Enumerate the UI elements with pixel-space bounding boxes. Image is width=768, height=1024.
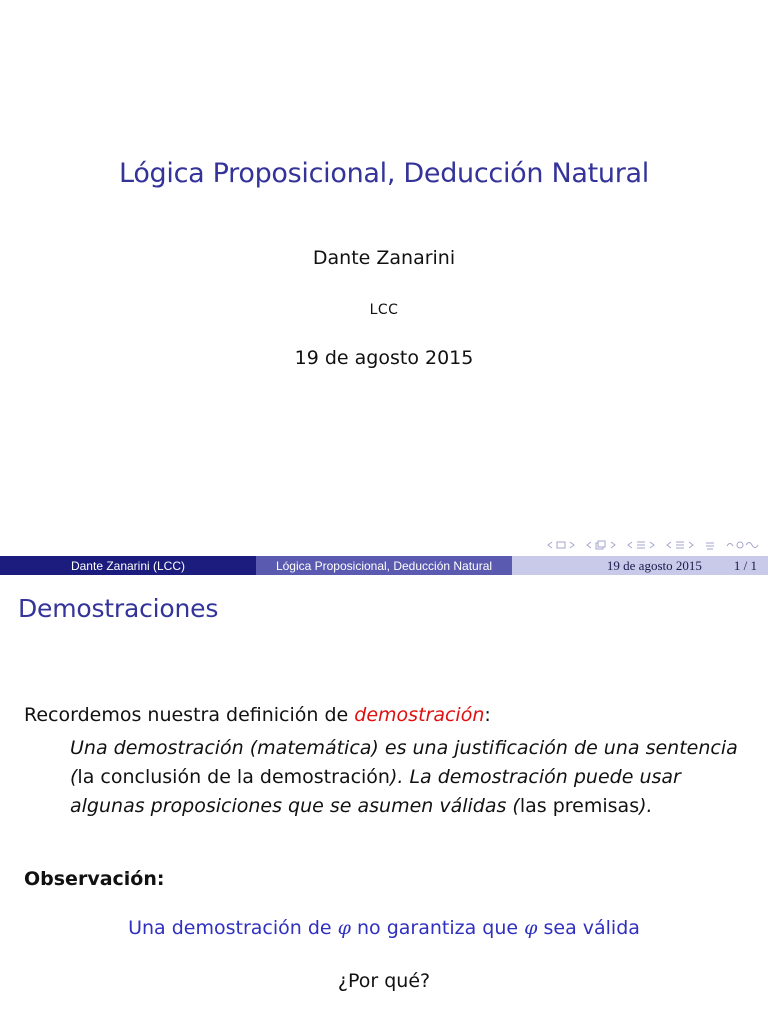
footline-date: 19 de agosto 2015 <box>606 557 702 573</box>
nav-search-icon[interactable] <box>726 540 760 550</box>
quote-part: ). <box>639 795 653 817</box>
phi-symbol: φ <box>337 917 351 939</box>
nav-section-icon[interactable] <box>675 540 685 550</box>
observation-claim <box>0 917 768 939</box>
search-nav-group <box>726 540 760 550</box>
quote-part: Una demostración (matemática) es una justificación de una sentencia ( <box>70 737 738 788</box>
frame-title: Demostraciones <box>18 594 219 623</box>
nav-slide-icon[interactable] <box>556 541 566 549</box>
nav-arrow-left-icon[interactable] <box>666 541 672 549</box>
quote-part: las premisas <box>519 795 640 817</box>
author-name: Dante Zanarini <box>312 247 456 269</box>
quote-part: la conclusión de la demostración <box>77 766 390 788</box>
quote-part: ). La demostración puede usar algunas proposiciones que se asumen válidas ( <box>70 766 681 817</box>
navigation-symbols <box>547 538 760 552</box>
question-why: ¿Por qué? <box>337 970 431 992</box>
intro-prefix: Recordemos nuestra definición de <box>24 704 355 726</box>
document-nav-group <box>705 540 715 550</box>
section-nav-group <box>666 540 694 550</box>
content-slide <box>0 576 768 1024</box>
frame-nav-group <box>586 540 616 550</box>
subsection-nav-group <box>627 540 655 550</box>
nav-frame-icon[interactable] <box>595 540 607 550</box>
nav-arrow-left-icon[interactable] <box>547 541 553 549</box>
phi-symbol: φ <box>524 917 538 939</box>
footline <box>0 556 768 575</box>
observation-label: Observación: <box>24 868 165 890</box>
nav-arrow-left-icon[interactable] <box>627 541 633 549</box>
presentation-date: 19 de agosto 2015 <box>294 347 474 369</box>
nav-arrow-left-icon[interactable] <box>586 541 592 549</box>
definition-quote <box>70 734 760 821</box>
claim-text: Una demostración de <box>128 917 338 939</box>
claim-text: no garantiza que <box>350 917 525 939</box>
footline-author: Dante Zanarini (LCC) <box>0 556 256 575</box>
institute: LCC <box>369 302 399 318</box>
nav-arrow-right-icon[interactable] <box>569 541 575 549</box>
nav-subsection-icon[interactable] <box>636 540 646 550</box>
intro-sentence <box>24 704 491 726</box>
nav-arrow-right-icon[interactable] <box>688 541 694 549</box>
footline-title: Lógica Proposicional, Deducción Natural <box>256 556 512 575</box>
nav-arrow-right-icon[interactable] <box>649 541 655 549</box>
nav-align-icon[interactable] <box>705 540 715 550</box>
footline-date-page <box>512 556 768 575</box>
claim-text: sea válida <box>537 917 640 939</box>
intro-suffix: : <box>484 704 491 726</box>
presentation-title: Lógica Proposicional, Deducción Natural <box>119 158 649 189</box>
slide-nav-group <box>547 541 575 549</box>
footline-page-number: 1 / 1 <box>733 557 757 573</box>
intro-emphasis: demostración <box>354 704 485 726</box>
nav-arrow-right-icon[interactable] <box>610 541 616 549</box>
